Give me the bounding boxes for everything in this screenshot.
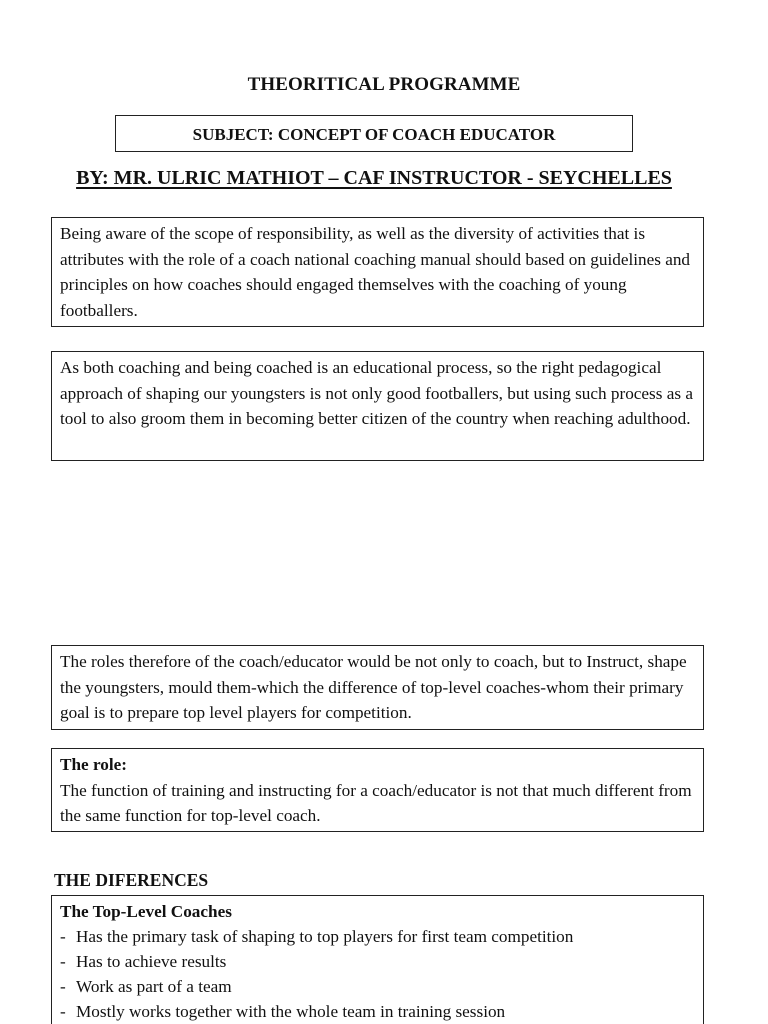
bullet-dash: - — [60, 1002, 66, 1021]
differences-list — [60, 924, 695, 1024]
page-title: THEORITICAL PROGRAMME — [247, 74, 521, 95]
subject-box: SUBJECT: CONCEPT OF COACH EDUCATOR — [115, 115, 633, 152]
bullet-dash: - — [60, 952, 66, 971]
top-level-coaches-heading: The Top-Level Coaches — [60, 902, 232, 921]
list-item-text: Has the primary task of shaping to top players for first team competition — [76, 927, 574, 946]
education-text-box — [51, 351, 704, 461]
role-heading: The role: — [60, 755, 127, 774]
differences-box — [51, 895, 704, 1024]
list-item — [60, 999, 695, 1024]
bullet-dash: - — [60, 977, 66, 996]
roles-text-box — [51, 645, 704, 730]
intro-text-box — [51, 217, 704, 327]
list-item-text: Mostly works together with the whole team in training session — [76, 1002, 506, 1021]
role-text-box — [51, 748, 704, 832]
differences-heading: THE DIFERENCES — [54, 870, 209, 890]
bullet-dash: - — [60, 927, 66, 946]
list-item-text: Work as part of a team — [76, 977, 232, 996]
list-item — [60, 974, 695, 999]
intro-paragraph: Being aware of the scope of responsibility, as well as the diversity of activities that is attributes with the role of a coach national coaching manual should based on guidelines and principles on how coaches should engaged themselves with the coaching of young footballers. — [60, 224, 691, 320]
author-byline: BY: MR. ULRIC MATHIOT – CAF INSTRUCTOR - SEYCHELLES — [76, 167, 672, 189]
role-paragraph: The function of training and instructing for a coach/educator is not that much different from the same function for top-level coach. — [60, 780, 692, 825]
roles-paragraph: The roles therefore of the coach/educator would be not only to coach, but to Instruct, shape the youngsters, mould them-which the difference of top-level coaches-whom their primary goal is to prepare top level players for competition. — [60, 652, 687, 722]
education-paragraph: As both coaching and being coached is an educational process, so the right pedagogical approach of shaping our youngsters is not only good footballers, but using such process as a tool to also groom them in becoming better citizen of the country when reaching adulthood. — [60, 358, 693, 428]
list-item-text: Has to achieve results — [76, 952, 227, 971]
list-item — [60, 949, 695, 974]
list-item — [60, 924, 695, 949]
